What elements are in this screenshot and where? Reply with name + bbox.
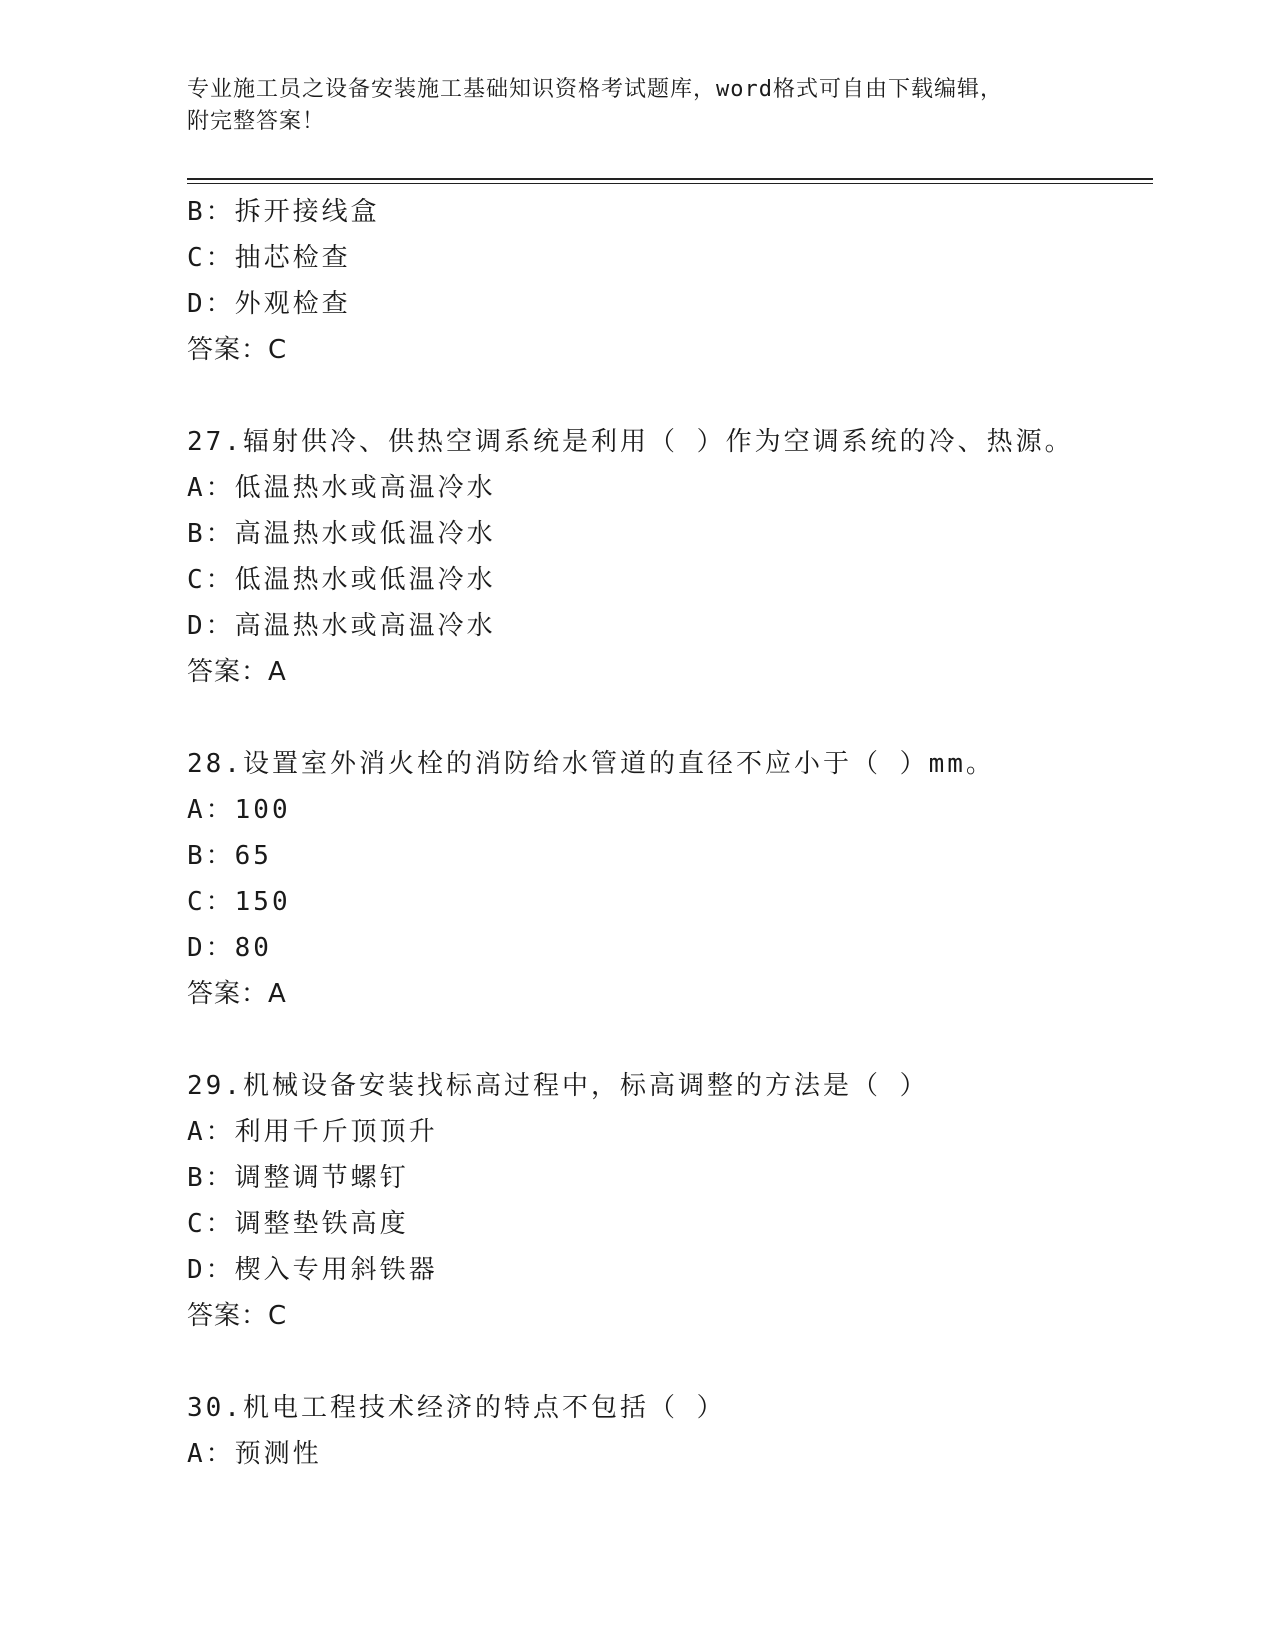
option-c: C：抽芯检查	[187, 243, 351, 273]
question-stem: 30.机电工程技术经济的特点不包括（ ）	[187, 1393, 726, 1423]
question-stem: 27.辐射供冷、供热空调系统是利用（ ）作为空调系统的冷、热源。	[187, 427, 1074, 457]
option-c: C：低温热水或低温冷水	[187, 565, 496, 595]
question-27	[187, 419, 1153, 695]
option-a: A：预测性	[187, 1439, 322, 1469]
question-29	[187, 1063, 1153, 1339]
answer-line: 答案：A	[187, 657, 287, 687]
option-d: D：外观检查	[187, 289, 351, 319]
option-d: D：80	[187, 933, 272, 963]
document-header	[187, 74, 1067, 138]
option-a: A：低温热水或高温冷水	[187, 473, 496, 503]
header-line-1: 专业施工员之设备安装施工基础知识资格考试题库，word格式可自由下载编辑，	[187, 77, 1003, 102]
option-a: A：利用千斤顶顶升	[187, 1117, 438, 1147]
option-c: C：调整垫铁高度	[187, 1209, 409, 1239]
option-a: A：100	[187, 795, 291, 825]
option-b: B：拆开接线盒	[187, 197, 380, 227]
question-partial	[187, 189, 1153, 373]
option-b: B：65	[187, 841, 272, 871]
question-stem: 29.机械设备安装找标高过程中，标高调整的方法是（ ）	[187, 1071, 929, 1101]
option-c: C：150	[187, 887, 291, 917]
option-b: B：高温热水或低温冷水	[187, 519, 496, 549]
question-28	[187, 741, 1153, 1017]
question-30	[187, 1385, 1153, 1477]
option-d: D：楔入专用斜铁器	[187, 1255, 438, 1285]
header-line-2: 附完整答案！	[187, 109, 326, 134]
answer-line: 答案：A	[187, 979, 287, 1009]
option-d: D：高温热水或高温冷水	[187, 611, 496, 641]
answer-line: 答案：C	[187, 335, 288, 365]
option-b: B：调整调节螺钉	[187, 1163, 409, 1193]
question-list	[187, 189, 1153, 1477]
answer-line: 答案：C	[187, 1301, 288, 1331]
question-stem: 28.设置室外消火栓的消防给水管道的直径不应小于（ ）mm。	[187, 749, 995, 779]
header-divider	[187, 178, 1153, 184]
